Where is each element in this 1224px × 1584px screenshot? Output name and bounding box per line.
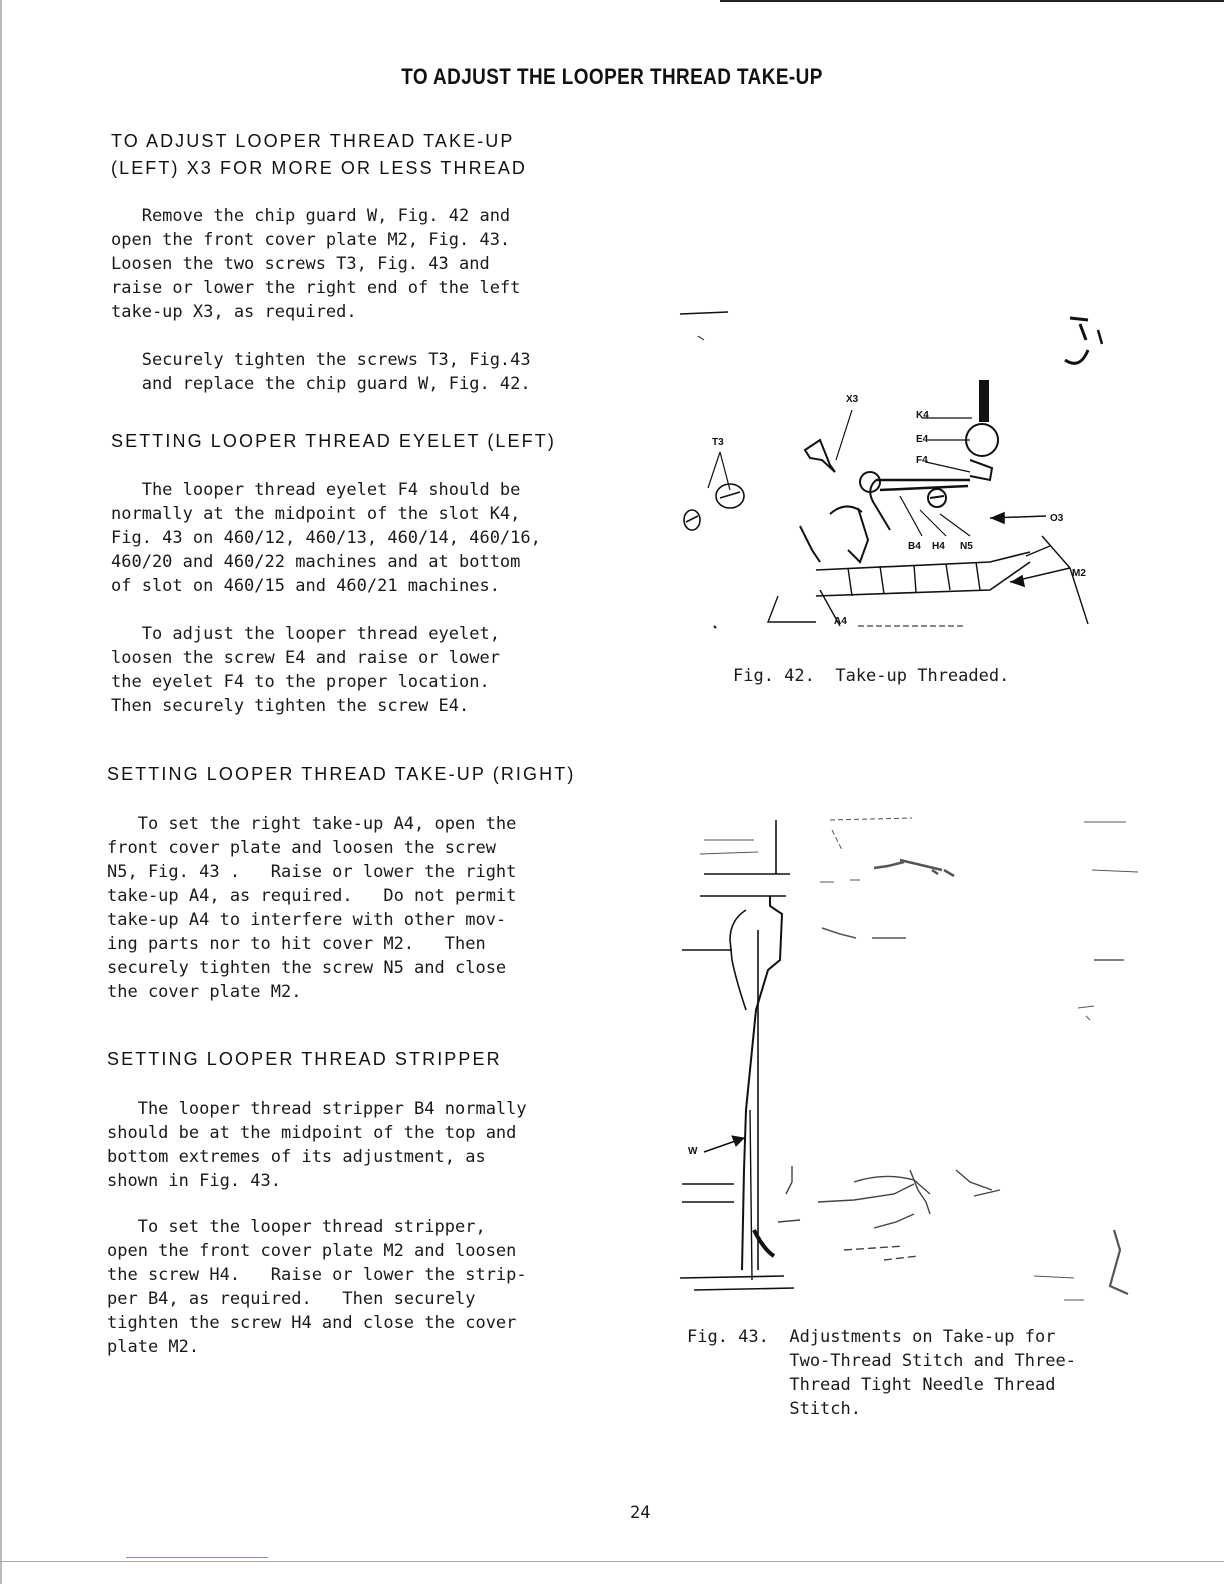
paragraph-stripper-midpoint: The looper thread stripper B4 normally should be at the midpoint of the top and bottom extremes of its adjustment, as shown in Fig. 43. bbox=[107, 1099, 527, 1191]
page-top-rule bbox=[720, 0, 1224, 2]
fig43-caption: Fig. 43. Adjustments on Take-up for Two-Thread Stitch and Three- Thread Tight Needle Thread Stitch. bbox=[687, 1327, 1076, 1419]
section-heading-right-takeup: SETTING LOOPER THREAD TAKE-UP (RIGHT) bbox=[107, 764, 576, 784]
paragraph-eyelet-midpoint: The looper thread eyelet F4 should be normally at the midpoint of the slot K4, Fig. 43 on 460/12, 460/13, 460/14, 460/16, 460/20 and 460/22 machines and at bottom of slot on 460/15 and 460/21 machines. bbox=[111, 480, 541, 596]
fig42-caption: Fig. 42. Take-up Threaded. bbox=[733, 666, 1010, 686]
page-bottom-edge bbox=[0, 1561, 1224, 1562]
fig42-label-a4: A4 bbox=[834, 616, 847, 627]
fig42-label-b4: B4 bbox=[908, 541, 921, 552]
fig42-label-f4: F4 bbox=[916, 455, 928, 466]
page-number: 24 bbox=[630, 1503, 651, 1523]
page-title: TO ADJUST THE LOOPER THREAD TAKE-UP bbox=[401, 64, 823, 89]
paragraph-adjust-eyelet: To adjust the looper thread eyelet, loosen the screw E4 and raise or lower the eyelet F4 to the proper location. Then securely tighten the screw E4. bbox=[111, 624, 500, 716]
section-heading-stripper: SETTING LOOPER THREAD STRIPPER bbox=[107, 1049, 502, 1069]
paragraph-remove-chip-guard: Remove the chip guard W, Fig. 42 and open the front cover plate M2, Fig. 43. Loosen the two screws T3, Fig. 43 and raise or lower the right end of the left take-up X3, as required. bbox=[111, 206, 521, 322]
fig42-label-x3: X3 bbox=[846, 394, 859, 405]
paragraph-set-right-takeup: To set the right take-up A4, open the front cover plate and loosen the screw N5, Fig. 43 . Raise or lower the right take-up A4, as required. Do not permit take-up A4 to interfere with other mov- ing parts nor to hit cover M2. Then securely tighten the screw N5 and close the cover plate M2. bbox=[107, 814, 517, 1002]
fig42-label-n5: N5 bbox=[960, 541, 973, 552]
fig42-label-h4: H4 bbox=[932, 541, 945, 552]
paragraph-set-stripper: To set the looper thread stripper, open the front cover plate M2 and loosen the screw H4. Raise or lower the strip- per B4, as required. Then securely tighten the screw H4 and close the cover plate M2. bbox=[107, 1217, 527, 1357]
fig42-label-t3: T3 bbox=[712, 437, 724, 448]
bottom-blue-mark bbox=[126, 1557, 268, 1558]
paragraph-tighten-screws: Securely tighten the screws T3, Fig.43 and replace the chip guard W, Fig. 42. bbox=[141, 350, 531, 394]
fig43-illustration bbox=[674, 810, 1144, 1310]
fig42-label-e4: E4 bbox=[916, 434, 929, 445]
fig42-label-m2: M2 bbox=[1072, 568, 1086, 579]
fig42-label-o3: O3 bbox=[1050, 513, 1064, 524]
section-heading-eyelet: SETTING LOOPER THREAD EYELET (LEFT) bbox=[111, 431, 556, 451]
page-left-edge bbox=[0, 0, 2, 1584]
fig43-label-w: W bbox=[688, 1146, 698, 1157]
fig42-label-k4: K4 bbox=[916, 410, 929, 421]
section-heading-left-takeup: TO ADJUST LOOPER THREAD TAKE-UP (LEFT) X3 FOR MORE OR LESS THREAD bbox=[111, 131, 528, 178]
fig42-illustration bbox=[670, 300, 1130, 640]
